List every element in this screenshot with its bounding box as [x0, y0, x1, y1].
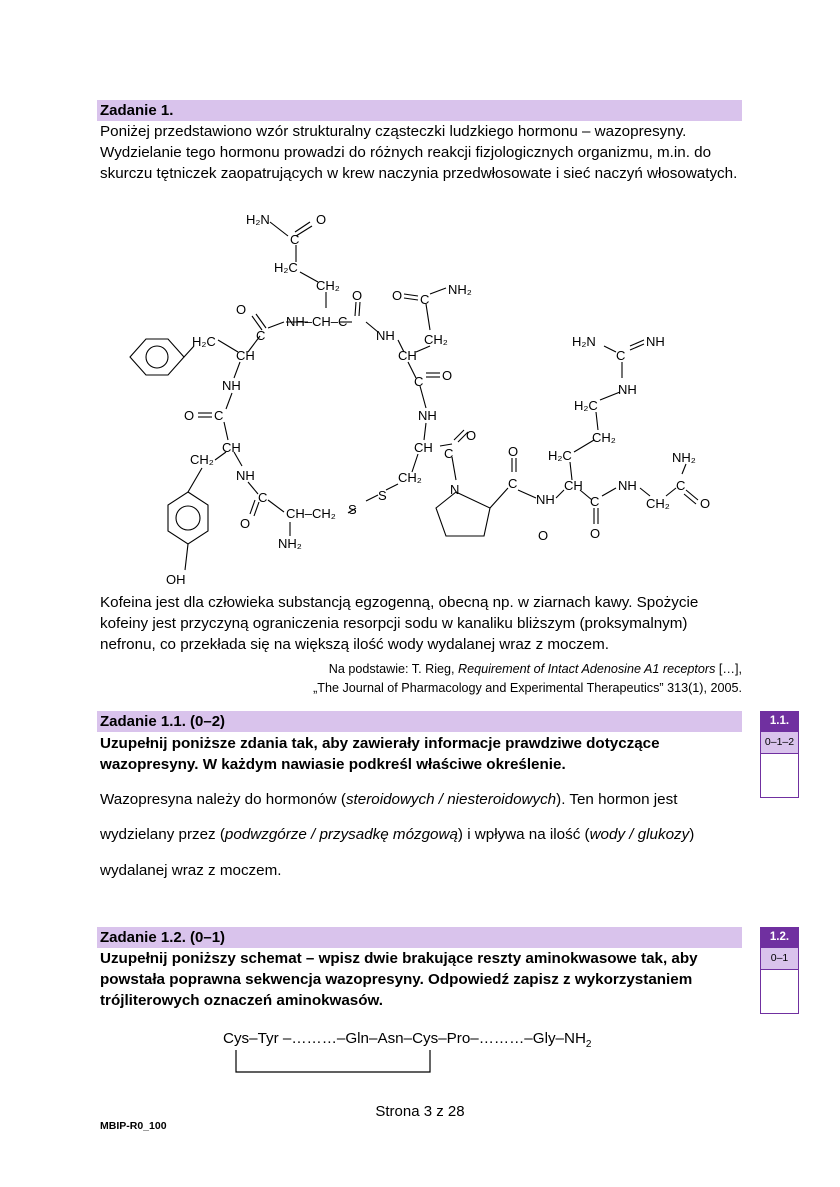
option-hormone-type[interactable]: steroidowych / niesteroidowych [345, 791, 557, 808]
task1-after: Kofeina jest dla człowieka substancją egzogenną, obecną np. w ziarnach kawy. Spożycie kofeiny jest przyczyną ograniczenia resorpcji sodu w kanaliku bliższym (proksymalnym) nefronu, co przekłada się na większą ilość wody wydalanej wraz z moczem. [100, 594, 699, 653]
label-nh: NH [618, 478, 637, 493]
label-o: O [538, 528, 549, 543]
label-n: N [450, 482, 460, 497]
label-ch: CH [414, 440, 433, 455]
label-h2n-top: H₂N [246, 212, 270, 227]
label-o: O [700, 496, 711, 511]
text: wydzielany przez ( [100, 826, 225, 843]
label-c: C [676, 478, 686, 493]
label-nh: NH [536, 492, 555, 507]
label-c: C [616, 348, 626, 363]
label-s: S [348, 502, 357, 517]
disulfide-bracket [0, 1050, 840, 1080]
label-o: O [236, 302, 247, 317]
label-o: O [590, 526, 601, 541]
label-c: C [590, 494, 600, 509]
exam-code: MBIP-R0_100 [100, 1120, 167, 1132]
label-nh2: NH₂ [448, 282, 472, 297]
label-h2n: H₂N [572, 334, 596, 349]
label-c: C [444, 446, 454, 461]
sequence-sub: 2 [585, 1039, 592, 1051]
score-range: 0–1–2 [760, 732, 799, 754]
source-suffix: […], [715, 662, 742, 676]
label-c: C [214, 408, 224, 423]
text: ). Ten hormon jest [556, 791, 678, 808]
label-c: C [420, 292, 430, 307]
label-c: C [508, 476, 518, 491]
label-o: O [466, 428, 477, 443]
text: ) [689, 826, 695, 843]
task1-intro: Poniżej przedstawiono wzór strukturalny cząsteczki ludzkiego hormonu – wazopresyny. Wydzielanie tego hormonu prowadzi do różnych reakcji fizjologicznych organizmu, m.in. do skurczu tętniczek zaopatrujących w krew naczynia przedwłosowate i sieć naczyń włosowatych. [100, 123, 738, 182]
label-o: O [508, 444, 519, 459]
label-nh2: NH₂ [278, 536, 302, 551]
label-c: C [414, 374, 424, 389]
label-ch2: CH₂ [316, 278, 340, 293]
option-substance[interactable]: wody / glukozy [589, 826, 690, 843]
task12-instruction: Uzupełnij poniższy schemat – wpisz dwie brakujące reszty aminokwasowe tak, aby powstała poprawna sekwencja wazopresyny. Odpowiedź zapisz z wykorzystaniem trójliterowych oznaczeń aminokwasów. [100, 950, 698, 1009]
label-nh: NH [222, 378, 241, 393]
label-ch2: CH₂ [424, 332, 448, 347]
label-nh: NH [236, 468, 255, 483]
label-h2c: H₂C [548, 448, 572, 463]
task11-instruction: Uzupełnij poniższe zdania tak, aby zawierały informacje prawdziwe dotyczące wazopresyny. W każdym nawiasie podkreśl właściwe określenie. [100, 735, 660, 773]
task12-score-box [760, 927, 799, 1014]
task1-header: Zadanie 1. [97, 100, 742, 121]
page-number: Strona 3 z 28 [375, 1103, 465, 1120]
label-o: O [184, 408, 195, 423]
label-ch-ch2: CH–CH₂ [286, 506, 336, 521]
task1-source [313, 660, 742, 698]
task11-line2 [100, 826, 694, 843]
score-range: 0–1 [760, 948, 799, 970]
label-nh: NH [618, 382, 637, 397]
label-ch2: CH₂ [646, 496, 670, 511]
score-label: 1.1. [760, 711, 799, 732]
task11-score-box [760, 711, 799, 798]
sequence-schema[interactable] [223, 1030, 591, 1050]
label-ch: CH [398, 348, 417, 363]
label-ch2: CH₂ [398, 470, 422, 485]
label-h2c: H₂C [274, 260, 298, 275]
option-secreting-organ[interactable]: podwzgórze / przysadkę mózgową [224, 826, 458, 843]
label-s: S [378, 488, 387, 503]
label-ch: CH [222, 440, 241, 455]
label-h2c: H₂C [574, 398, 598, 413]
score-input-box[interactable] [760, 970, 799, 1014]
label-o: O [240, 516, 251, 531]
sequence-text: Cys–Tyr –………–Gln–Asn–Cys–Pro–………–Gly–NH [223, 1030, 586, 1047]
label-nh: NH [418, 408, 437, 423]
task12-header: Zadanie 1.2. (0–1) [97, 927, 742, 948]
text: Wazopresyna należy do hormonów ( [100, 791, 346, 808]
score-input-box[interactable] [760, 754, 799, 798]
label-c: C [258, 490, 268, 505]
text: ) i wpływa na ilość ( [457, 826, 590, 843]
label-c: C [256, 328, 266, 343]
label-o: O [316, 212, 327, 227]
label-h2c: H₂C [192, 334, 216, 349]
label-nh: NH [376, 328, 395, 343]
source-line2: „The Journal of Pharmacology and Experimental Therapeutics” 313(1), 2005. [313, 681, 742, 695]
label-ch: CH [236, 348, 255, 363]
score-label: 1.2. [760, 927, 799, 948]
label-o: O [442, 368, 453, 383]
label-ch: CH [564, 478, 583, 493]
source-title: Requirement of Intact Adenosine A1 receptors [458, 662, 716, 676]
label-nh2: NH₂ [672, 450, 696, 465]
vasopressin-structure [0, 200, 840, 600]
label-ch2: CH₂ [592, 430, 616, 445]
label-c: C [290, 232, 300, 247]
label-nh-ch-c: NH–CH–C [286, 314, 348, 329]
source-prefix: Na podstawie: T. Rieg, [328, 662, 459, 676]
task11-header: Zadanie 1.1. (0–2) [97, 711, 742, 732]
task11-line1 [100, 791, 677, 808]
label-o: O [352, 288, 363, 303]
label-nh: NH [646, 334, 665, 349]
label-oh: OH [166, 572, 186, 587]
label-o: O [392, 288, 403, 303]
task11-line3: wydalanej wraz z moczem. [100, 862, 282, 879]
label-ch2: CH₂ [190, 452, 214, 467]
